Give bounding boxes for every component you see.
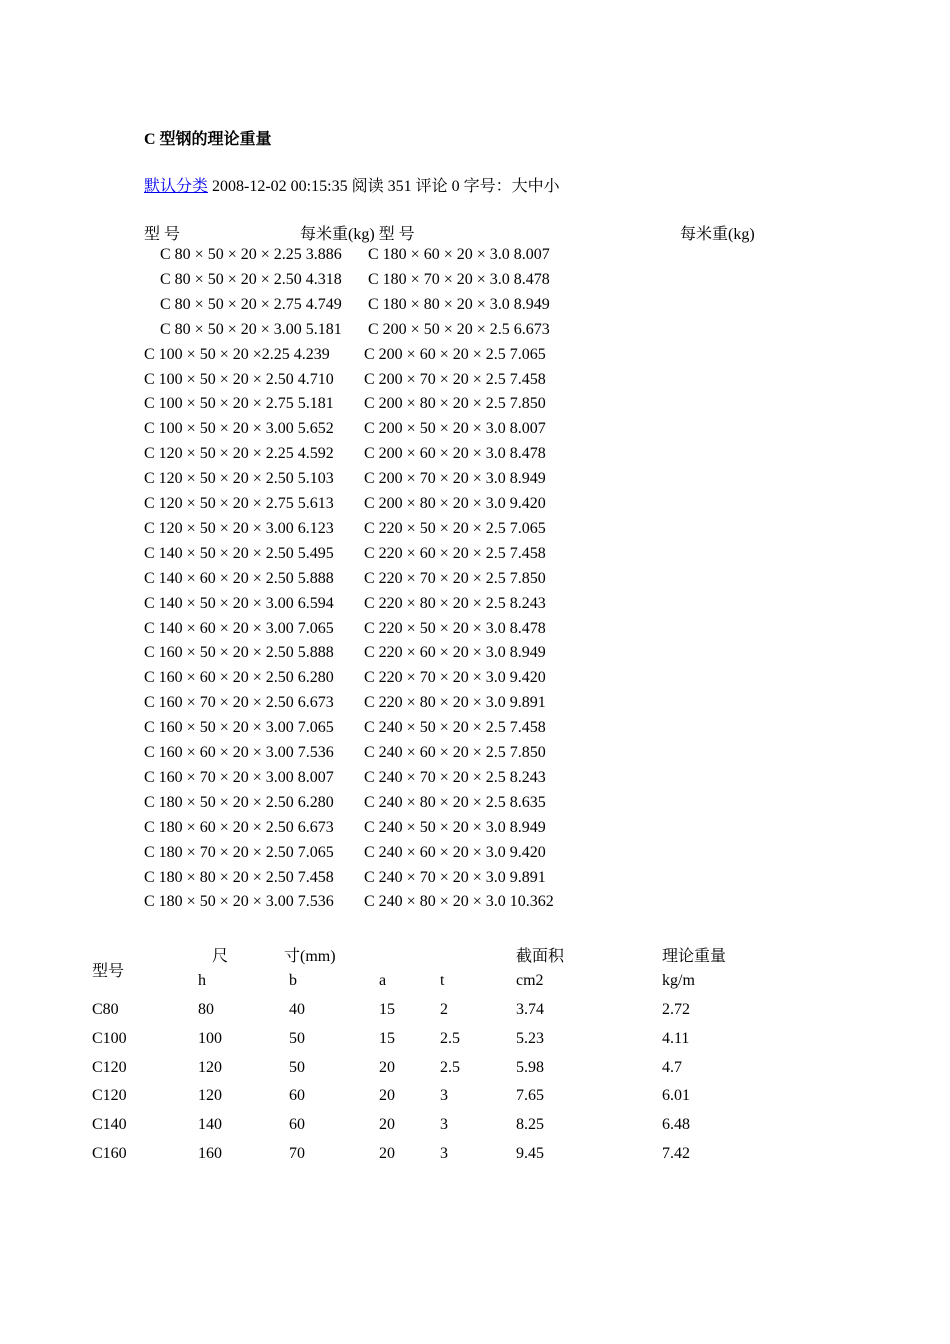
list-cell-left: C 100 × 50 × 20 × 2.75 5.181 — [144, 395, 334, 413]
table-cell: 9.45 — [516, 1145, 544, 1162]
table-cell: 50 — [289, 1029, 305, 1047]
table-cell: 100 — [198, 1029, 222, 1047]
list-row — [144, 669, 844, 694]
table-cell: 2.72 — [662, 1001, 690, 1018]
list-cell-right: C 200 × 80 × 20 × 3.0 9.420 — [364, 495, 546, 512]
table-cell: 2.5 — [440, 1029, 460, 1047]
list-cell-right: C 240 × 60 × 20 × 2.5 7.850 — [364, 744, 546, 761]
table-cell: 6.48 — [662, 1116, 690, 1134]
table-cell: 2 — [440, 1001, 448, 1018]
table-cell: 2.5 — [440, 1058, 460, 1076]
list-header-weight: 每米重(kg) — [680, 226, 755, 243]
table-header-weight: 理论重量 — [662, 948, 727, 965]
list-row — [144, 769, 844, 794]
table-cell: C80 — [92, 1001, 119, 1018]
table-cell: 20 — [379, 1058, 395, 1076]
list-cell-right: C 240 × 80 × 20 × 3.0 10.362 — [364, 893, 554, 911]
list-cell-left: C 80 × 50 × 20 × 2.75 4.749 — [160, 295, 342, 313]
table-cell: 20 — [379, 1087, 395, 1105]
list-cell-left: C 160 × 60 × 20 × 3.00 7.536 — [144, 744, 334, 761]
list-row — [144, 794, 844, 819]
list-cell-right: C 200 × 50 × 20 × 2.5 6.673 — [368, 320, 550, 338]
list-row — [144, 520, 844, 545]
list-cell-right: C 240 × 70 × 20 × 3.0 9.891 — [364, 868, 546, 886]
table-header-model: 型号 — [92, 963, 125, 980]
list-cell-left: C 180 × 80 × 20 × 2.50 7.458 — [144, 868, 334, 886]
table-cell: 7.42 — [662, 1145, 690, 1162]
list-row — [144, 395, 844, 420]
table-cell: 3 — [440, 1116, 448, 1134]
list-row — [160, 296, 860, 321]
table-cell: 60 — [289, 1116, 305, 1134]
list-row — [144, 545, 844, 570]
list-cell-left: C 140 × 50 × 20 × 2.50 5.495 — [144, 544, 334, 562]
table-cell: 20 — [379, 1116, 395, 1134]
table-cell: 120 — [198, 1087, 222, 1105]
list-header-model: 型 号 — [144, 226, 181, 243]
table-cell: 3.74 — [516, 1001, 544, 1018]
list-row — [144, 346, 844, 371]
meta-line — [144, 173, 560, 196]
list-cell-right: C 200 × 80 × 20 × 2.5 7.850 — [364, 395, 546, 413]
list-row — [144, 470, 844, 495]
table-cell: 50 — [289, 1058, 305, 1076]
list-row — [144, 595, 844, 620]
table-subheader: b — [289, 972, 297, 989]
table-cell: 8.25 — [516, 1116, 544, 1134]
list-cell-right: C 220 × 80 × 20 × 3.0 9.891 — [364, 694, 546, 712]
table-header-area: 截面积 — [516, 948, 565, 965]
list-row — [144, 371, 844, 396]
list-cell-left: C 180 × 60 × 20 × 2.50 6.673 — [144, 818, 334, 836]
list-cell-right: C 240 × 50 × 20 × 2.5 7.458 — [364, 719, 546, 737]
table-cell: C120 — [92, 1087, 127, 1105]
list-cell-right: C 200 × 50 × 20 × 3.0 8.007 — [364, 420, 546, 438]
table-header-size-1: 尺 — [212, 948, 229, 965]
table-cell: 4.11 — [662, 1029, 690, 1047]
list-row — [144, 445, 844, 470]
list-row — [144, 644, 844, 669]
list-row — [144, 694, 844, 719]
list-row — [144, 620, 844, 645]
list-row — [144, 893, 844, 918]
list-cell-right: C 220 × 70 × 20 × 2.5 7.850 — [364, 569, 546, 587]
list-cell-right: C 240 × 80 × 20 × 2.5 8.635 — [364, 793, 546, 811]
table-cell: C100 — [92, 1029, 127, 1047]
table-subheader: cm2 — [516, 972, 544, 989]
list-cell-right: C 220 × 60 × 20 × 3.0 8.949 — [364, 644, 546, 662]
list-row — [160, 321, 860, 346]
table-header-size-2: 寸(mm) — [284, 948, 336, 965]
table-cell: 15 — [379, 1029, 395, 1047]
list-cell-right: C 240 × 70 × 20 × 2.5 8.243 — [364, 768, 546, 786]
list-cell-left: C 140 × 60 × 20 × 2.50 5.888 — [144, 569, 334, 587]
list-cell-right: C 220 × 70 × 20 × 3.0 9.420 — [364, 669, 546, 687]
list-cell-left: C 100 × 50 × 20 × 3.00 5.652 — [144, 420, 334, 438]
list-cell-right: C 220 × 50 × 20 × 3.0 8.478 — [364, 619, 546, 637]
list-cell-left: C 140 × 60 × 20 × 3.00 7.065 — [144, 619, 334, 637]
table-subheader: h — [198, 972, 206, 989]
list-cell-left: C 180 × 50 × 20 × 3.00 7.536 — [144, 893, 334, 911]
list-row — [144, 570, 844, 595]
list-cell-right: C 200 × 70 × 20 × 3.0 8.949 — [364, 470, 546, 488]
list-cell-left: C 100 × 50 × 20 × 2.50 4.710 — [144, 370, 334, 388]
list-row — [144, 819, 844, 844]
table-cell: C120 — [92, 1058, 127, 1076]
table-cell: 40 — [289, 1001, 305, 1018]
list-cell-right: C 240 × 50 × 20 × 3.0 8.949 — [364, 818, 546, 836]
table-cell: C140 — [92, 1116, 127, 1134]
table-cell: 70 — [289, 1145, 305, 1162]
list-row — [160, 271, 860, 296]
table-cell: 20 — [379, 1145, 395, 1162]
meta-info: 2008-12-02 00:15:35 阅读 351 评论 0 字号：大中小 — [212, 178, 560, 195]
table-subheader: kg/m — [662, 972, 695, 989]
table-cell: 140 — [198, 1116, 222, 1134]
list-row — [144, 744, 844, 769]
list-row — [144, 719, 844, 744]
list-cell-left: C 160 × 70 × 20 × 2.50 6.673 — [144, 694, 334, 712]
table-cell: C160 — [92, 1145, 127, 1162]
list-cell-left: C 160 × 50 × 20 × 2.50 5.888 — [144, 644, 334, 662]
list-cell-left: C 160 × 70 × 20 × 3.00 8.007 — [144, 768, 334, 786]
list-cell-right: C 220 × 50 × 20 × 2.5 7.065 — [364, 519, 546, 537]
list-header-weight-model: 每米重(kg) 型 号 — [300, 226, 415, 243]
list-cell-left: C 80 × 50 × 20 × 2.25 3.886 — [160, 246, 342, 263]
document-title: C 型钢的理论重量 — [144, 131, 272, 148]
list-cell-right: C 200 × 60 × 20 × 3.0 8.478 — [364, 445, 546, 463]
list-row — [144, 844, 844, 869]
table-cell: 4.7 — [662, 1058, 682, 1076]
table-cell: 5.98 — [516, 1058, 544, 1076]
list-row — [160, 246, 860, 271]
table-subheader: t — [440, 972, 445, 989]
table-cell: 160 — [198, 1145, 222, 1162]
table-cell: 7.65 — [516, 1087, 544, 1105]
list-cell-left: C 140 × 50 × 20 × 3.00 6.594 — [144, 594, 334, 612]
table-cell: 3 — [440, 1087, 448, 1105]
table-cell: 3 — [440, 1145, 448, 1162]
list-cell-left: C 120 × 50 × 20 × 2.25 4.592 — [144, 445, 334, 463]
list-cell-left: C 180 × 50 × 20 × 2.50 6.280 — [144, 793, 334, 811]
list-cell-left: C 180 × 70 × 20 × 2.50 7.065 — [144, 843, 334, 861]
list-cell-right: C 200 × 60 × 20 × 2.5 7.065 — [364, 345, 546, 363]
list-cell-left: C 100 × 50 × 20 ×2.25 4.239 — [144, 345, 330, 363]
list-cell-right: C 180 × 60 × 20 × 3.0 8.007 — [368, 246, 550, 263]
list-cell-left: C 120 × 50 × 20 × 3.00 6.123 — [144, 519, 334, 537]
list-row — [144, 495, 844, 520]
list-cell-left: C 120 × 50 × 20 × 2.75 5.613 — [144, 495, 334, 512]
table-cell: 5.23 — [516, 1029, 544, 1047]
list-cell-right: C 180 × 80 × 20 × 3.0 8.949 — [368, 295, 550, 313]
list-cell-right: C 200 × 70 × 20 × 2.5 7.458 — [364, 370, 546, 388]
table-cell: 80 — [198, 1001, 214, 1018]
list-cell-right: C 240 × 60 × 20 × 3.0 9.420 — [364, 843, 546, 861]
list-row — [144, 869, 844, 894]
list-cell-right: C 220 × 60 × 20 × 2.5 7.458 — [364, 544, 546, 562]
list-cell-right: C 180 × 70 × 20 × 3.0 8.478 — [368, 270, 550, 288]
list-cell-left: C 120 × 50 × 20 × 2.50 5.103 — [144, 470, 334, 488]
category-link[interactable]: 默认分类 — [144, 178, 209, 195]
table-subheader: a — [379, 972, 387, 989]
table-cell: 15 — [379, 1001, 395, 1018]
list-cell-left: C 80 × 50 × 20 × 3.00 5.181 — [160, 320, 342, 338]
list-row — [144, 420, 844, 445]
list-cell-left: C 80 × 50 × 20 × 2.50 4.318 — [160, 270, 342, 288]
list-cell-right: C 220 × 80 × 20 × 2.5 8.243 — [364, 594, 546, 612]
table-cell: 60 — [289, 1087, 305, 1105]
table-cell: 120 — [198, 1058, 222, 1076]
list-cell-left: C 160 × 50 × 20 × 3.00 7.065 — [144, 719, 334, 737]
table-cell: 6.01 — [662, 1087, 690, 1105]
list-cell-left: C 160 × 60 × 20 × 2.50 6.280 — [144, 669, 334, 687]
